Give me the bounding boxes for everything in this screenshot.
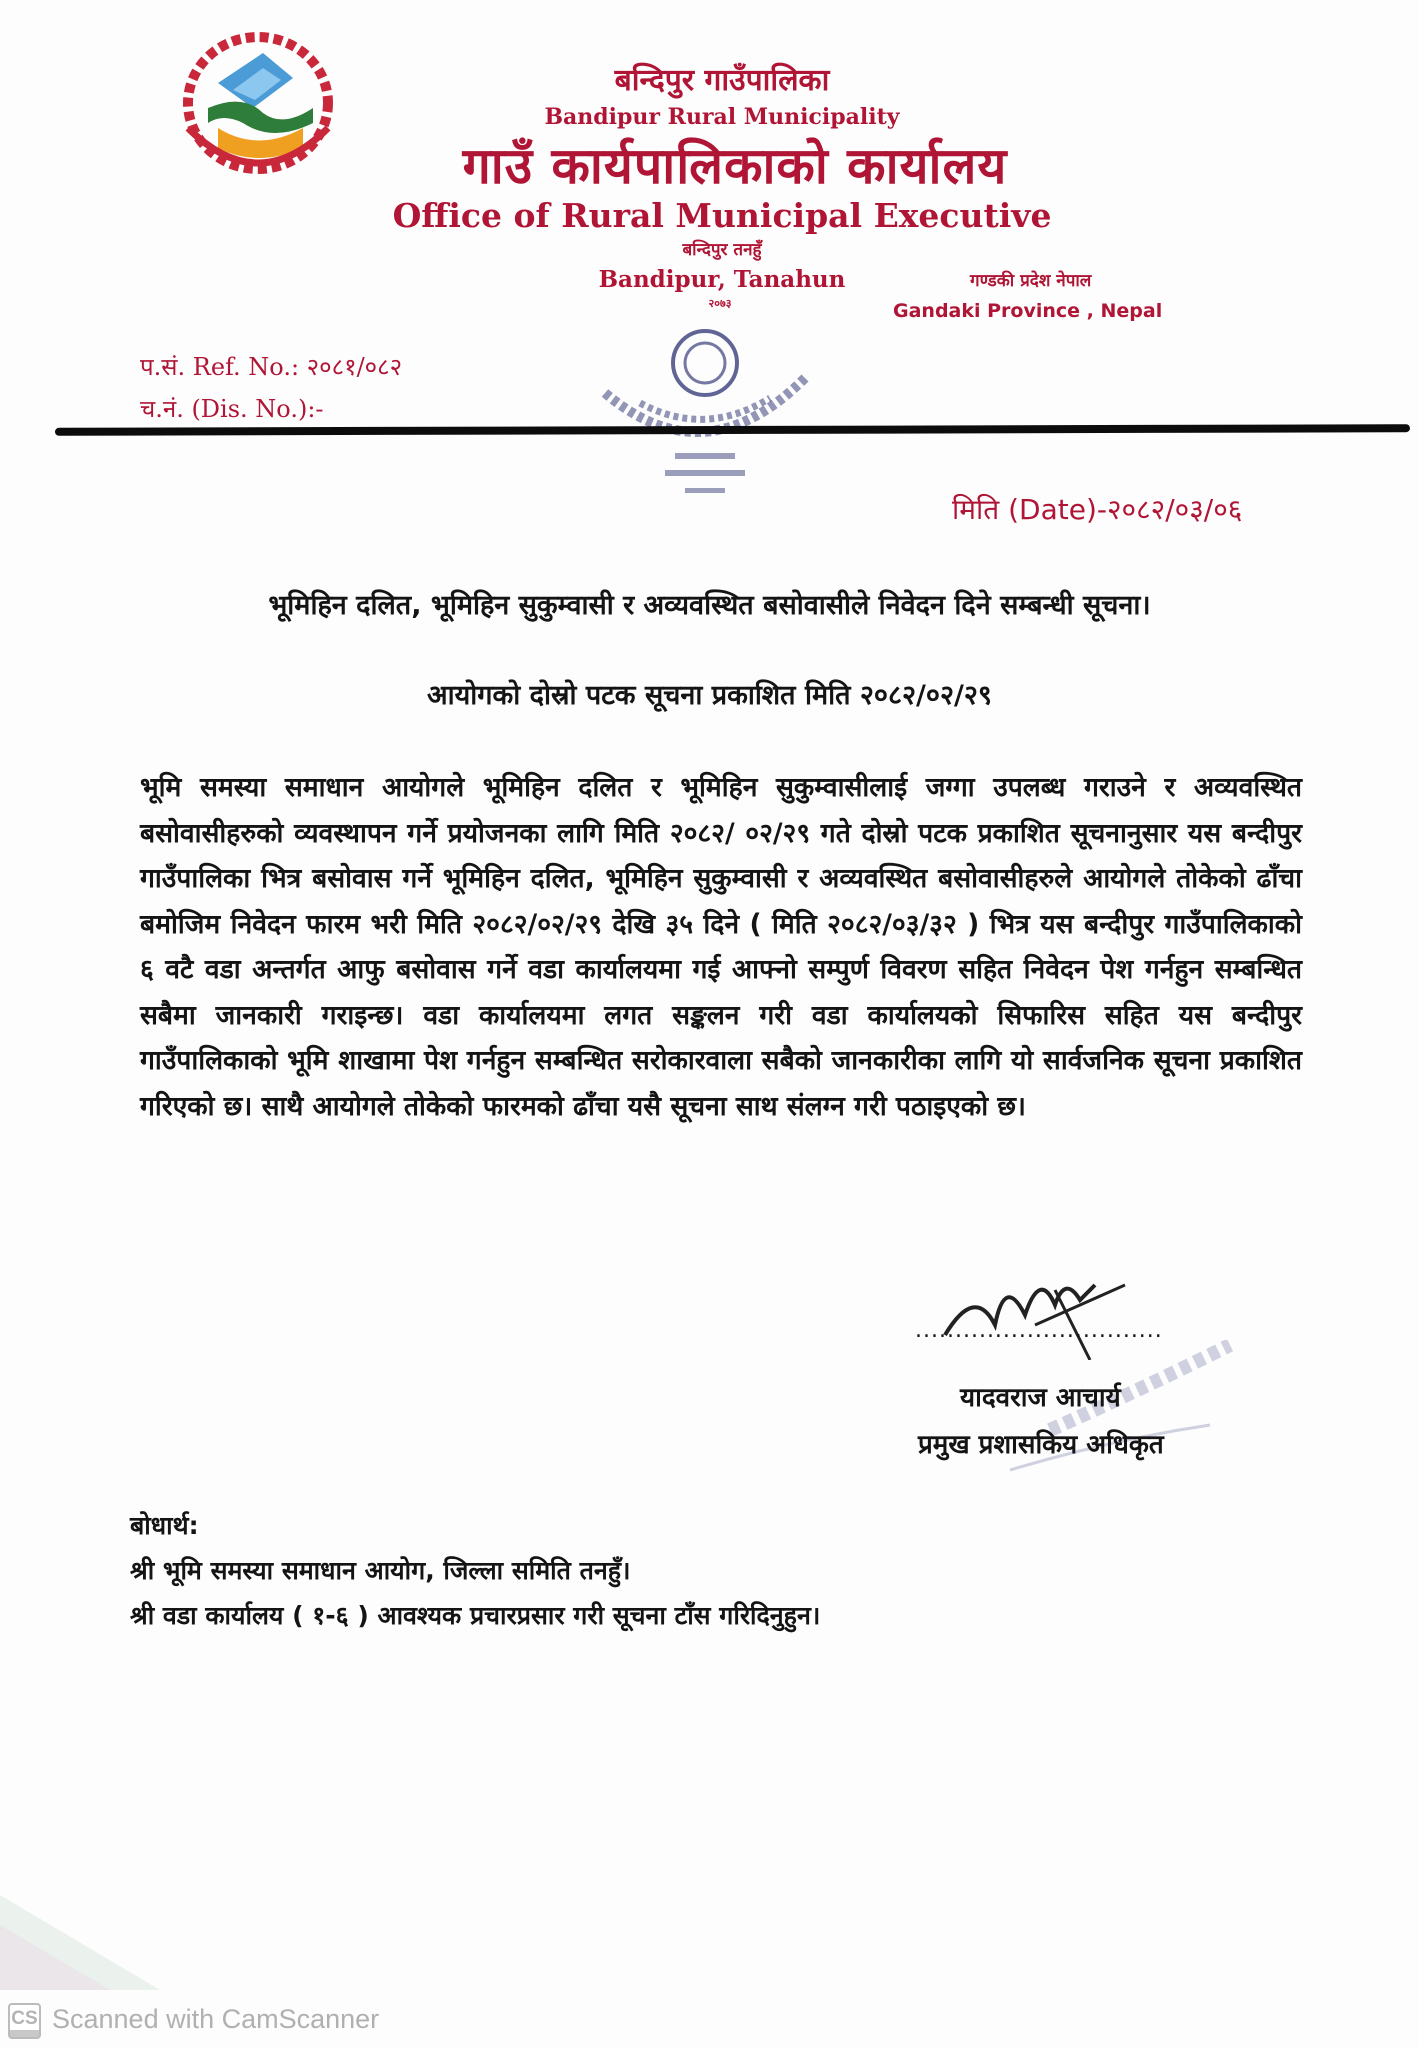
address-en: Bandipur, Tanahun — [598, 266, 846, 293]
province-np: गण्डकी प्रदेश नेपाल — [970, 271, 1092, 291]
office-title-np: गाउँ कार्यपालिकाको कार्यालय — [462, 137, 1008, 195]
office-title-en: Office of Rural Municipal Executive — [392, 196, 1052, 235]
municipality-name-np: बन्दिपुर गाउँपालिका — [614, 63, 830, 98]
municipality-emblem-logo — [163, 28, 353, 178]
cc-item: श्री भूमि समस्या समाधान आयोग, जिल्ला समिति तनहुँ। — [130, 1556, 631, 1585]
signatory-title: प्रमुख प्रशासकिय अधिकृत — [918, 1430, 1164, 1460]
camscanner-logo-icon: CS — [8, 2003, 41, 2039]
cc-item: श्री वडा कार्यालय ( १-६ ) आवश्यक प्रचारप्रसार गरी सूचना टाँस गरिदिनुहुन। — [130, 1601, 821, 1630]
notice-subject: भूमिहिन दलित, भूमिहिन सुकुम्वासी र अव्यवस्थित बसोवासीले निवेदन दिने सम्बन्धी सूचना। — [268, 590, 1151, 621]
notice-subheading: आयोगको दोस्रो पटक सूचना प्रकाशित मिति २०८२/०२/२९ — [427, 680, 992, 711]
province-en: Gandaki Province , Nepal — [893, 300, 1163, 322]
established-year: २०७३ — [708, 297, 732, 310]
camscanner-watermark: Scanned with CamScanner — [52, 2004, 380, 2034]
office-seal-stamp — [590, 318, 820, 518]
signatory-name: यादवराज आचार्य — [960, 1383, 1121, 1413]
dispatch-number: च.नं. (Dis. No.):- — [140, 395, 324, 423]
notice-body: भूमि समस्या समाधान आयोगले भूमिहिन दलित र भूमिहिन सुकुम्वासीलाई जग्गा उपलब्ध गराउने र अव्यवस्थित बसोवासीहरुको व्यवस्थापन गर्ने प्रयोजनका लागि मिति २०८२/ ०२/२९ गते दोस्रो पटक प्रकाशित सूचनानुसार यस बन्दीपुर गाउँपालिका भित्र बसोवास गर्ने भूमिहिन दलित, भूमिहिन सुकुम्वासी र अव्यवस्थित बसोवासीहरुले आयोगले तोकेको ढाँचा बमोजिम निवेदन फारम भरी मिति २०८२/०२/२९ देखि ३५ दिने ( मिति २०८२/०३/३२ ) भित्र यस बन्दीपुर गाउँपालिकाको ६ वटै वडा अन्तर्गत आफु बसोवास गर्ने वडा कार्यालयमा गई आफ्नो सम्पुर्ण विवरण सहित निवेदन पेश गर्नहुन सम्बन्धित सबैमा जानकारी गराइन्छ। वडा कार्यालयमा लगत सङ्कलन गरी वडा कार्यालयको सिफारिस सहित यस बन्दीपुर गाउँपालिकाको भूमि शाखामा पेश गर्नहुन सम्बन्धित सरोकारवाला सबैको जानकारीका लागि यो सार्वजनिक सूचना प्रकाशित गरिएको छ। साथै आयोगले तोकेको फारमको ढाँचा यसै सूचना साथ संलग्न गरी पठाइएको छ। — [140, 772, 1302, 1122]
municipality-name-en: Bandipur Rural Municipality — [544, 104, 900, 130]
letter-date: मिति (Date)-२०८२/०३/०६ — [952, 493, 1243, 526]
signature-line: ............................... — [915, 1318, 1163, 1343]
scan-smudge — [0, 1895, 160, 1990]
reference-number: प.सं. Ref. No.: २०८१/०८२ — [140, 353, 403, 381]
address-np: बन्दिपुर तनहुँ — [682, 240, 762, 260]
cc-label: बोधार्थ: — [130, 1511, 199, 1540]
